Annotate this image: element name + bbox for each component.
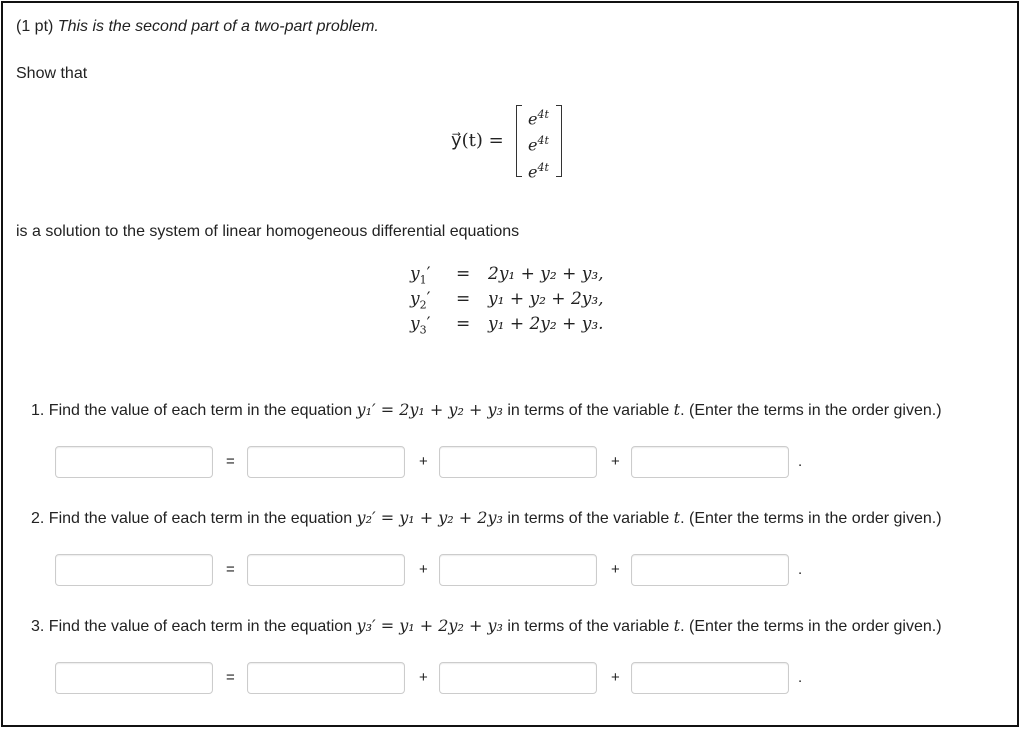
question-1: 1. Find the value of each term in the equation y₁′ = 2y₁ + y₂ + y₃ in terms of the variable t. (Enter the terms in the order given.) [31, 400, 942, 419]
answer-2-term-2-input[interactable] [247, 554, 405, 586]
answer-3-term-1-input[interactable] [55, 662, 213, 694]
question-equation: y₃′ = y₁ + 2y₂ + y₃ [356, 616, 503, 635]
right-bracket [556, 105, 562, 177]
answer-1-term-4-input[interactable] [631, 446, 789, 478]
question-equation: y₂′ = y₁ + y₂ + 2y₃ [356, 508, 503, 527]
equals-sign: = [226, 561, 235, 578]
problem-header [16, 18, 379, 36]
plus-sign: + [611, 561, 620, 578]
vector-entries: $e^{4t}$ $e^{4t}$ $e^{4t}$ [528, 108, 549, 181]
answer-2-term-4-input[interactable] [631, 554, 789, 586]
plus-sign: + [419, 561, 428, 578]
period: . [798, 561, 803, 578]
points-label: (1 pt) [16, 18, 54, 35]
period: . [798, 669, 803, 686]
left-bracket [516, 105, 522, 177]
vector-lhs: y⃗(t) = [451, 130, 504, 151]
show-that-text: Show that [16, 65, 88, 82]
answer-2-term-1-input[interactable] [55, 554, 213, 586]
plus-sign: + [419, 453, 428, 470]
solution-text: is a solution to the system of linear homogeneous differential equations [16, 223, 520, 240]
plus-sign: + [611, 453, 620, 470]
answer-3-term-2-input[interactable] [247, 662, 405, 694]
intro-text: This is the second part of a two-part problem. [57, 18, 379, 35]
answer-1-term-3-input[interactable] [439, 446, 597, 478]
equation-system: $y_1'$ = 2y₁ + y₂ + y₃, $y_2'$ = y₁ + y₂ + 2y₃, $y_3'$ = y₁ + 2y₂ + y₃. [410, 264, 604, 337]
equals-sign: = [226, 453, 235, 470]
question-3: 3. Find the value of each term in the equation y₃′ = y₁ + 2y₂ + y₃ in terms of the variable t. (Enter the terms in the order given.) [31, 616, 942, 635]
answer-3-term-3-input[interactable] [439, 662, 597, 694]
plus-sign: + [419, 669, 428, 686]
question-2: 2. Find the value of each term in the equation y₂′ = y₁ + y₂ + 2y₃ in terms of the variable t. (Enter the terms in the order given.) [31, 508, 942, 527]
period: . [798, 453, 803, 470]
equals-sign: = [226, 669, 235, 686]
question-equation: y₁′ = 2y₁ + y₂ + y₃ [356, 400, 503, 419]
answer-3-term-4-input[interactable] [631, 662, 789, 694]
plus-sign: + [611, 669, 620, 686]
answer-2-term-3-input[interactable] [439, 554, 597, 586]
answer-1-term-2-input[interactable] [247, 446, 405, 478]
answer-1-term-1-input[interactable] [55, 446, 213, 478]
